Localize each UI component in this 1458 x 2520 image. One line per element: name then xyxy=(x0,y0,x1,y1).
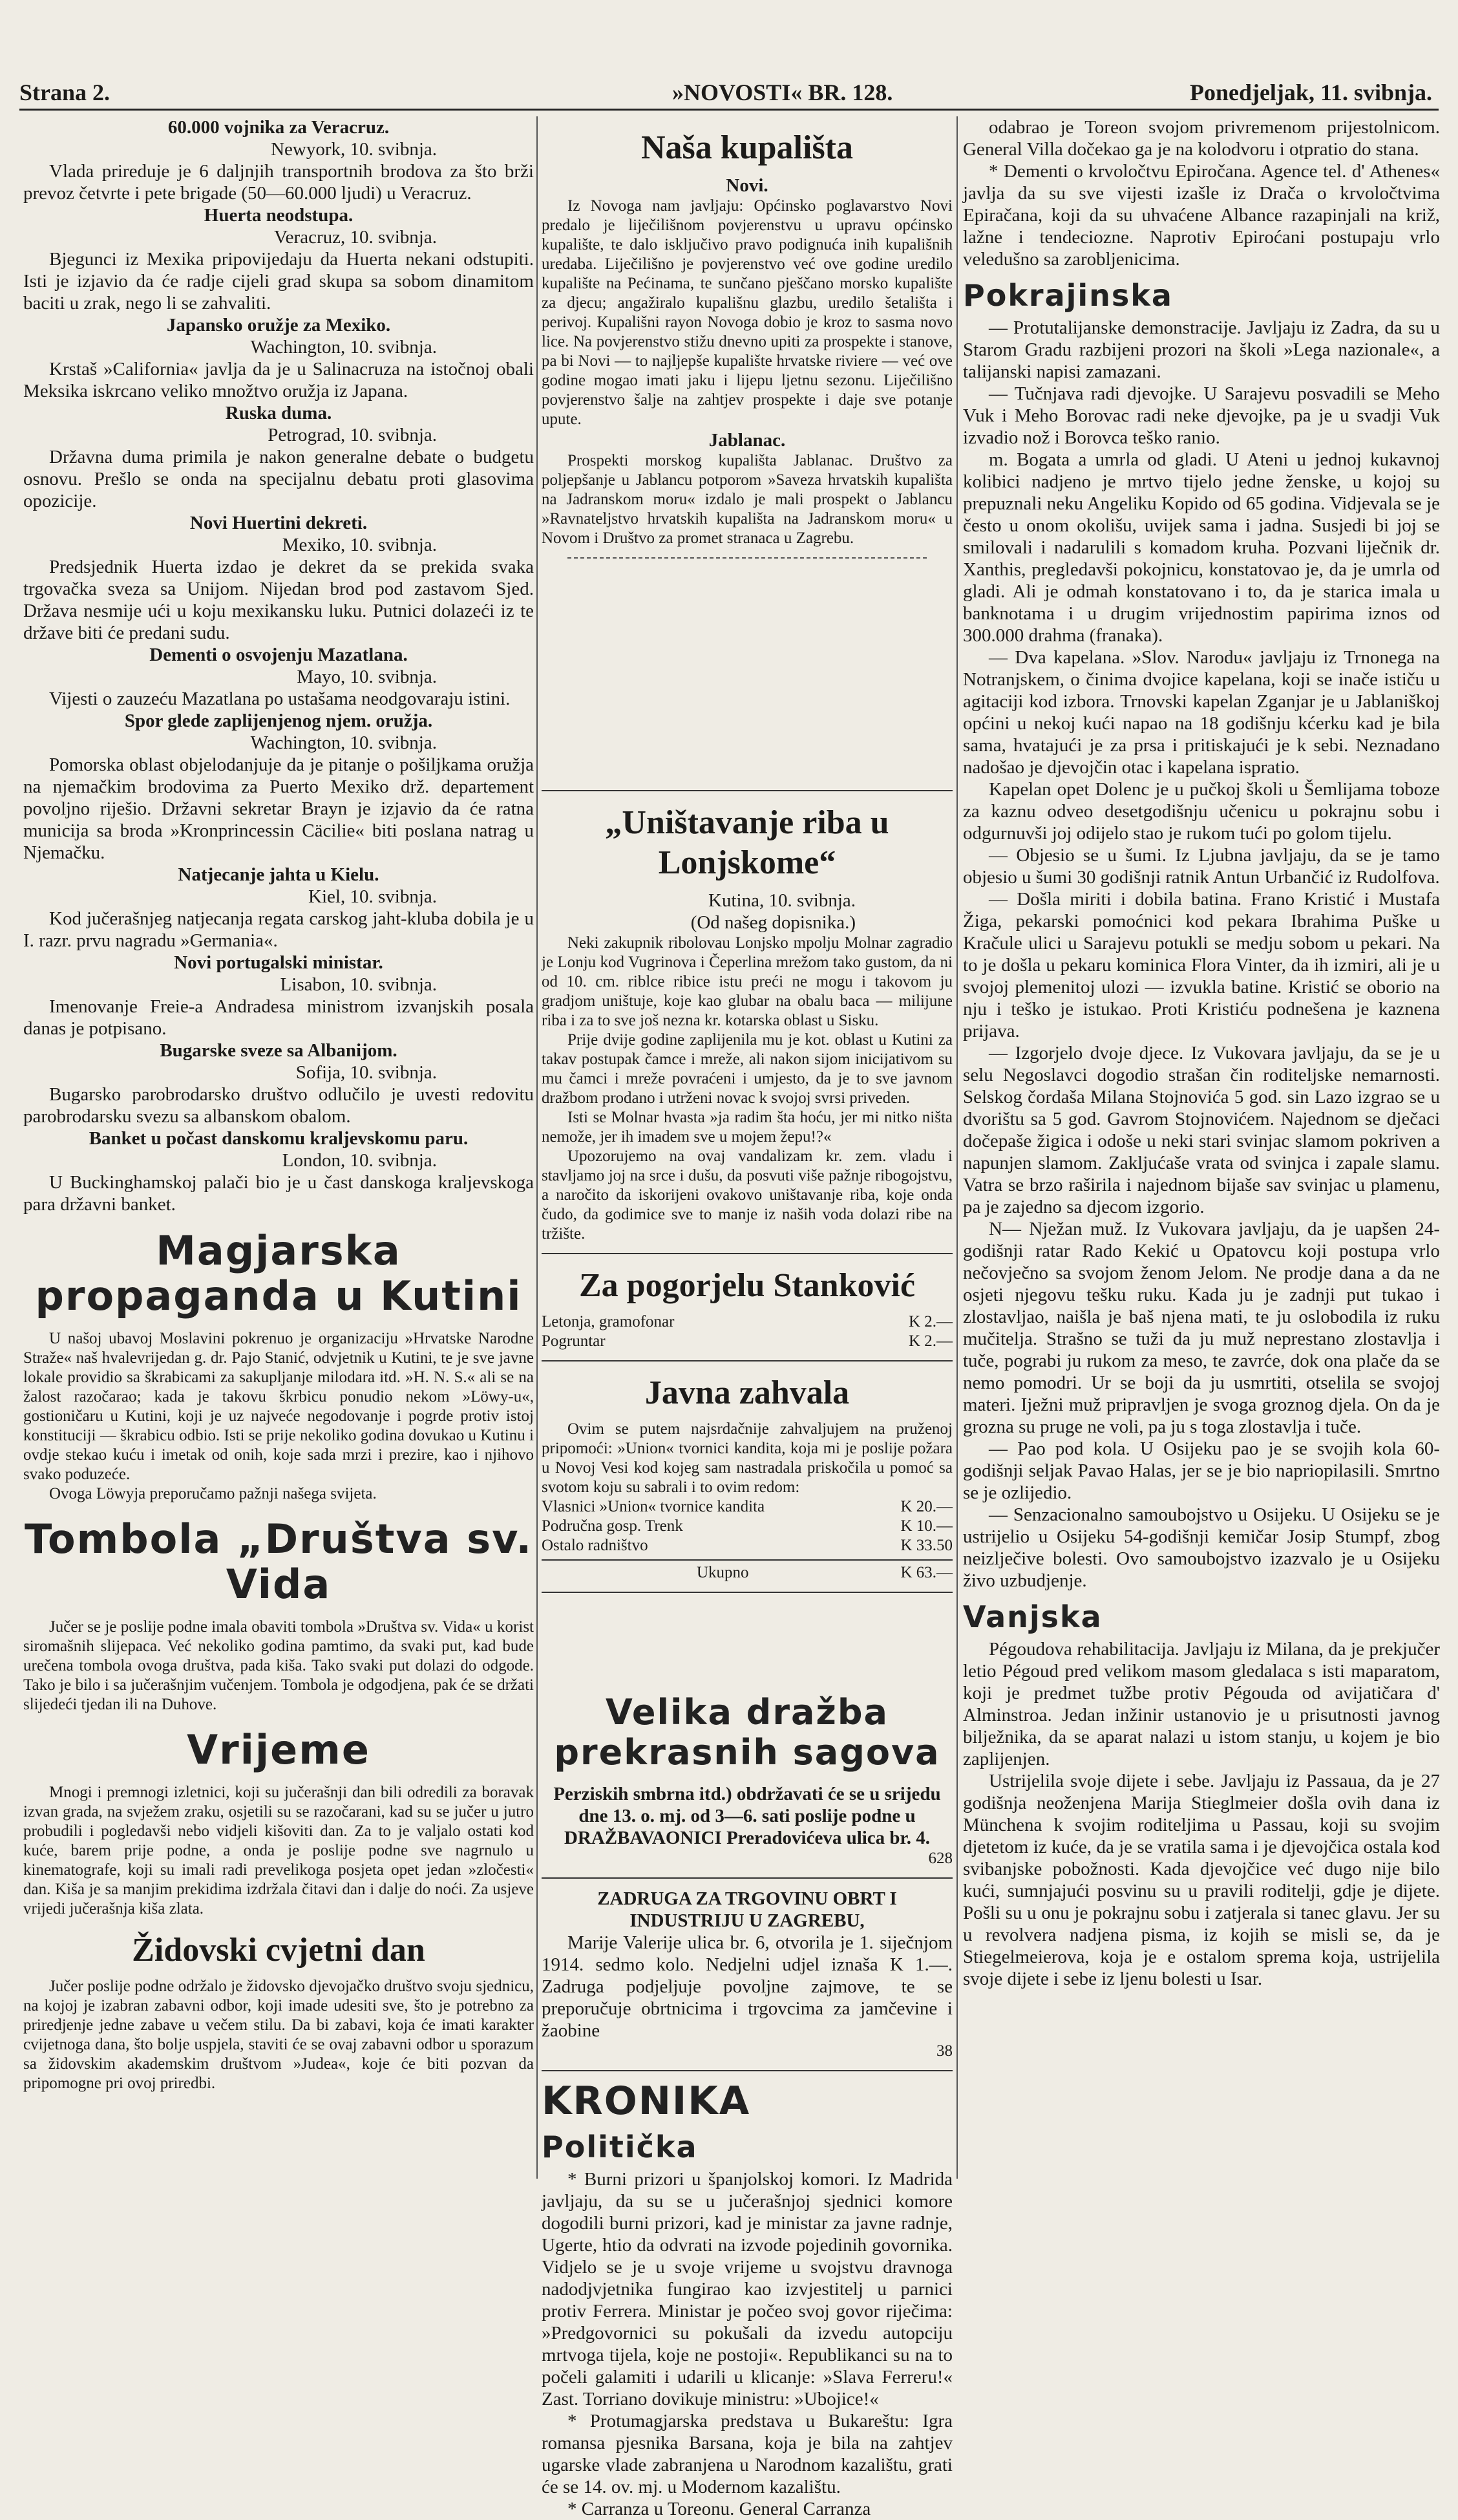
news-text: Bjegunci iz Mexika pripovijedaju da Huerta nekani odstupiti. Isti je izjavio da će radje cijeli grad skupa sa sobom dinamitom baciti u zrak, nego li se zahvaliti. xyxy=(23,249,534,314)
news-text: — Objesio se u šumi. Iz Ljubna javljaju, da se je tamo objesio u šumi 30 godišnji ratnik Antun Urbančić iz Rudolfova. xyxy=(963,845,1440,888)
news-heading: Bugarske sveze sa Albanijom. xyxy=(160,1040,397,1061)
column-2 xyxy=(542,116,953,2519)
article-text: Jučer poslije podne održalo je židovsko djevojačko društvo svoju sjednicu, na kojoj je izabran zabavni odbor, koji imade udesiti sve, što je potrebno za priredjenje jedne zabave u večem stilu. Da bi zabavi, koja će imati karakter cvijetnoga dana, što bolje uspjela, staviti će se ovaj zabavni odbor u sporazum sa židovskim akademskim društvom »Judea«, koje će biti pozvan da pripomogne pri ovoj priredbi. xyxy=(23,1978,534,2092)
masthead: »NOVOSTI« BR. 128. xyxy=(672,80,893,105)
dateline: Kutina, 10. svibnja. xyxy=(708,890,856,911)
news-text: Kod jučerašnjeg natjecanja regata carskog jaht-kluba dobila je u I. razr. prvu nagradu »Germania«. xyxy=(23,908,534,951)
news-heading: Huerta neodstupa. xyxy=(204,205,354,226)
subheading: Novi. xyxy=(726,175,768,196)
dateline: Mexiko, 10. svibnja. xyxy=(282,535,437,555)
advertisement-title: ZADRUGA ZA TRGOVINU OBRT I INDUSTRIJU U ZAGREBU, xyxy=(597,1888,897,1931)
dateline: London, 10. svibnja. xyxy=(282,1150,437,1171)
section-title: Tombola „Društva sv. Vida xyxy=(24,1515,533,1608)
dateline: Lisabon, 10. svibnja. xyxy=(280,974,437,995)
advertisement-title: Velika dražba prekrasnih sagova xyxy=(554,1692,940,1773)
column-3 xyxy=(963,116,1440,2179)
news-heading: Natjecanje jahta u Kielu. xyxy=(178,864,379,885)
news-text: Imenovanje Freie-a Andradesa ministrom izvanjskih posala danas je potpisano. xyxy=(23,996,534,1039)
article-text: Ovim se putem najsrdačnije zahvaljujem na pruženoj pripomoći: »Union« tvornici kandita, koja mi je poslije požara u Novoj Vesi kod kojeg sam nastradala priskočila u pomoć sa svotom koju su sabrali i to ovim redom: xyxy=(542,1420,953,1496)
news-heading: 60.000 vojnika za Veracruz. xyxy=(167,117,390,138)
issue-date: Ponedjeljak, 11. svibnja. xyxy=(1189,80,1432,105)
news-text: — Dva kapelana. »Slov. Narodu« javljaju iz Trnonega na Notranjskem, o činima dvojice kapelana, koji se inače ističu u agitaciji kod izbora. Trnovski kapelan Zganjar je u Jablaniškoj općini u nekoj kući napao na 18 godišnju kćerku kad je bila sama, hvatajući je za prsa i pritiskajući je k sebi. Neznadano nadošao je djevojčin otac i kapelana ispratio. xyxy=(963,647,1440,778)
list-item: Letonja, gramofonar K 2.— xyxy=(542,1313,953,1330)
news-heading: Spor glede zaplijenjenog njem. oružja. xyxy=(124,710,433,731)
news-text: Kapelan opet Dolenc je u pučkoj školi u Šemlijama toboze za kaznu odveo desetgodišnju učenicu u pokrajnu sobu i odgurnuvši joj odijelo stao je rukom tući po golom tijelu. xyxy=(963,779,1440,844)
news-text: N— Nježan muž. Iz Vukovara javljaju, da je uapšen 24-godišnji ratar Rado Kekić u Opatovcu koji postupa vrlo nečovječno sa svojom ženom Jelom. Ne prodje dana a da ne osjeti njegovu tešku ruku. Kada ju je zadnji put tukao i zlostavljao, naišla je baš njena mati, te ju oslobodila iz ruku mučitelja. Strašno se tuži da ju muž neprestano zlostavlja i tuče, pograbi ju rukom za meso, te zavrće, dok ona plače da se nemo pomodri. Ur se boji da ju usmrtiti, otselila se svojoj materi. Iježni muž pripravljen je svoga groznog djela. On da je grozna su pruge ne voli, pa ju s toga zlostavlja i tuče. xyxy=(963,1219,1440,1437)
news-text: — Senzacionalno samoubojstvo u Osijeku. U Osijeku se je ustrijelio u Osijeku 54-godišnji kemičar Josip Stumpf, zbog neizlječive bolesti. Ovo samoubojstvo izazvalo je u Osijeku živo uzbudjenje. xyxy=(963,1504,1440,1591)
section-title: Vrijeme xyxy=(187,1726,370,1773)
news-text: * Burni prizori u španjolskoj komori. Iz Madrida javljaju, da su se u jučerašnjoj sjednici komore dogodili burni prizori, kad je ministar za javne radnje, Ugerte, htio da odvrati na izvode pojedinih govornika. Vidjelo se je u svoje vrijeme u svojstvu dravnoga nadodjvjetnika fungirao kao izvjestitelj u parnici protiv Ferrera. Ministar je počeo svoj govor riječima: »Predgovornici su pokušali da izvedu autopciju mrtvoga tijela, koje ne postoji«. Republikanci su na to počeli galamiti i udarili u klicanje: »Slava Ferreru!« Zast. Torriano dovikuje ministru: »Ubojice!« xyxy=(542,2169,953,2409)
news-heading: Novi Huertini dekreti. xyxy=(189,513,368,533)
advertisement-text: Perziskih smbrna itd.) obdržavati će se u srijedu dne 13. o. mj. od 3—6. sati poslije podne u DRAŽBAVAONICI Preradovićeva ulica br. 4. xyxy=(553,1784,941,1848)
news-text: U Buckinghamskoj palači bio je u čast danskoga kraljevskoga para državni banket. xyxy=(23,1172,534,1215)
page-header xyxy=(19,72,1439,111)
article-text: U našoj ubavoj Moslavini pokrenuo je organizaciju »Hrvatske Narodne Straže« naš hvalevrijedan g. dr. Pajo Stanić, odvjetnik u Kutini, te je sve javne lokale providio sa škrabicami za sakupljanje milodara itd. »H. N. S.« ali se na žalost razočarao; kada je takovu škrbicu ponudio nekom »Löwy-u«, gostioničaru u Kutini, koji je uz najveće negodovanje i pogrde protiv istoj konstituciji — škrabicu odbio. Isti se prije nekoliko godina dovukao u Kutinu i ovdje stekao kuću i imetak od onih, koje sada mrzi i prezire, kao i njihovo svako poduzeće. xyxy=(23,1330,534,1483)
divider xyxy=(542,1253,953,1254)
dateline: Sofija, 10. svibnja. xyxy=(295,1062,437,1083)
article-text: Ovoga Löwyja preporučamo pažnji našega svijeta. xyxy=(49,1485,377,1502)
divider xyxy=(542,790,953,791)
news-heading: Japansko oružje za Mexiko. xyxy=(166,315,391,336)
dateline: Wachington, 10. svibnja. xyxy=(250,732,437,753)
news-text: * Dementi o krvoločtvu Epiročana. Agence tel. d' Athenes« javlja da su sve vijesti izašle iz Drača o krvoločtvima Epiračana, koji da su uhvaćene Albance razapinjali na križ, lažne i tendeciozne. Naprotiv Epiroćani postupaju vrlo veledušno sa zarobljenicima. xyxy=(963,161,1440,270)
section-title: Vanjska xyxy=(963,1599,1103,1634)
article-title: Židovski cvjetni dan xyxy=(132,1932,425,1969)
column-divider xyxy=(536,116,538,2179)
divider xyxy=(542,1360,953,1361)
news-text: Vijesti o zauzeću Mazatlana po ustašama neodgovaraju istini. xyxy=(49,689,511,709)
news-text: — Protutalijanske demonstracije. Javljaju iz Zadra, da su u Starom Gradu razbijeni prozori na školi »Lega nazionale«, a talijanski napisi zamazani. xyxy=(963,317,1440,382)
article-title: Javna zahvala xyxy=(644,1374,850,1411)
news-text: Bugarsko parobrodarsko društvo odlučilo je uvesti redovitu parobrodarsku svezu sa albanskom obalom. xyxy=(23,1084,534,1127)
dateline: Kiel, 10. svibnja. xyxy=(308,886,437,907)
subheading: Jablanac. xyxy=(708,430,786,451)
news-heading: Novi portugalski ministar. xyxy=(174,952,383,973)
news-text: — Tučnjava radi djevojke. U Sarajevu posvadili se Meho Vuk i Meho Borovac radi neke djevojke, pa je u svadji Vuk izvadio nož i Borovca teško ranio. xyxy=(963,383,1440,448)
page-number: Strana 2. xyxy=(19,80,111,105)
section-title: Pokrajinska xyxy=(963,278,1173,313)
news-heading: Ruska duma. xyxy=(225,403,332,423)
dateline: Veracruz, 10. svibnja. xyxy=(273,227,437,248)
ad-number: 38 xyxy=(936,2042,953,2060)
news-text: Vlada prireduje je 6 daljnjih transportnih brodova za što brži prevoz četvrte i pete brigade (50—60.000 ljudi) u Veracruz. xyxy=(23,161,534,204)
news-heading: Banket u počast danskomu kraljevskomu paru. xyxy=(89,1128,469,1149)
section-title: Magjarska propaganda u Kutini xyxy=(35,1227,522,1319)
divider xyxy=(542,1877,953,1879)
list-item: Područna gosp. Trenk K 10.— xyxy=(542,1517,953,1535)
news-text: Krstaš »California« javlja da je u Salinacruza na istočnoj obali Meksika iskrcano veliko množtvo oružja iz Japana. xyxy=(23,359,534,401)
column-divider xyxy=(956,116,958,2179)
divider xyxy=(542,2070,953,2071)
article-title: Za pogorjelu Stanković xyxy=(578,1267,916,1304)
news-text: * Protumagjarska predstava u Bukareštu: Igra romansa pjesnika Barsana, koja je bila na zahtjev ugarske vlade zabranjena u Narodnom kazalištu, grati će se 14. ov. mj. u Modernom kazalištu. xyxy=(542,2411,953,2497)
article-text: Isti se Molnar hvasta »ja radim šta hoću, jer mi nitko ništa nemože, jer ih imadem sve u mojem žepu!?« xyxy=(542,1109,953,1146)
news-text: * Carranza u Toreonu. General Carranza xyxy=(567,2499,871,2519)
dateline: Mayo, 10. svibnja. xyxy=(297,667,437,687)
list-item: Vlasnici »Union« tvornice kandita K 20.— xyxy=(542,1498,953,1515)
news-text: Pégoudova rehabilitacija. Javljaju iz Milana, da je prekjučer letio Pégoud pred velikom masom gledalaca s isti maparatom, koji je predmet tužbe protiv Pégouda od avijatičara d' Alminstroa. Jedan inžinir ustanovio je u prisutnosti javnog bilježnika, da se aparat nalazi u istom stanju, u kojem je bio zaplijenjen. xyxy=(963,1639,1440,1769)
advertisement-text: Marije Valerije ulica br. 6, otvorila je 1. siječnjom 1914. sedmo kolo. Nedjelni udjel iznaša K 1.—. Zadruga podjeljuje povoljne zajmove, te se preporučuje obrtnicima i trgovcima za jamčevine i žaobine xyxy=(542,1932,953,2041)
article-title: „Uništavanje riba u Lonjskome“ xyxy=(605,804,889,881)
divider xyxy=(567,557,927,559)
article-text: Mnogi i premnogi izletnici, koji su jučerašnji dan bili odredili za boravak izvan grada, na svježem zraku, osjetili su se razočarani, kad su se jučer u jutro probudili i pogledavši nebo vidjeli kišoviti dan. Za to je valjalo ostati kod kuće, barem prije podne, a onda je poslije podne sve nagrnulo u kinematografe, koji su imali radi prevelikoga posjeta opet jedan »zločesti« dan. Kiša je sa manjim prekidima izdržala čitavi dan i dalje do noći. Za usjeve vrijedi jučerašnja kiša zlata. xyxy=(23,1784,534,1917)
article-text: Upozorujemo na ovaj vandalizam kr. zem. vladu i stavljamo joj na srce i dušu, da posvuti više pažnje ribogojstvu, a naročito da iskorijeni ovakovo uništavanje riba, koje onda čudo, da godimice sve to manje iz naših voda dolazi ribe na tržište. xyxy=(542,1148,953,1243)
news-text: odabrao je Toreon svojom privremenom prijestolnicom. General Villa dočekao ga je na kolodvoru i otpratio do stana. xyxy=(963,117,1440,160)
list-item: Ostalo radništvo K 33.50 xyxy=(542,1537,953,1554)
dateline: Petrograd, 10. svibnja. xyxy=(268,425,437,445)
article-title: Naša kupališta xyxy=(641,129,853,166)
article-text: Jučer se je poslije podne imala obaviti tombola »Društva sv. Vida« u korist siromašnih slijepaca. Već nekoliko godina pamtimo, da svaki put, kad bude urečena tombola ovoga društva, pada kiša. Tako svaki put dolazi do odgode. Tako je bilo i sa jučerašnjim vučenjem. Tombola je odgodjena, pak će se držati slijedeći tjedan ili na Duhove. xyxy=(23,1618,534,1713)
news-text: — Izgorjelo dvoje djece. Iz Vukovara javljaju, da se je u selu Negoslavci dogodio strašan čin roditeljske nemarnosti. Selskog čordaša Milana Stojnovića 5 god. sin Lazo izgrao se u dvorištu sa 5 god. Gavrom Stojnovićem. Najednom se dječaci dočepaše žigica i odoše u neki stari svinjac slamom pokriven a napunjen slamom. Zakljućaše vrata od svinjca i zapale slamu. Vatra se brzo raširila i najednom bijaše sav svinjac u plamenu, pa je zajedno sa djecom izgorio. xyxy=(963,1043,1440,1217)
article-text: Neki zakupnik ribolovau Lonjsko mpolju Molnar zagradio je Lonju kod Vugrinova i Čeperlina mrežom tako gustom, da ni od 10. cm. riblce ribice istu preći ne mogu i takovom ju gradjom uništuje, koje kao glubar na obalu baca — milijune riba i za to sve još nezna kr. kotarska oblast u Sisku. xyxy=(542,934,953,1029)
news-text: — Došla miriti i dobila batina. Frano Kristić i Mustafa Žiga, pekarski pomoćnici kod pekara Ibrahima Puške u Kračule ulici u Sarajevu potukli se medju sobom u pekari. Na to je došla u pekaru kominica Flora Vinter, da ih izmiri, ali je u svojoj plemenitoj ulozi — izvukla batine. Kristić se oborio na nju i teško je istukao. Proti Kristiću podnešena je kaznena prijava. xyxy=(963,889,1440,1041)
news-text: — Pao pod kola. U Osijeku pao je se svojih kola 60-godišnji seljak Pavao Halas, jer se je bio napriopilasili. Smrtno se je ozlijedio. xyxy=(963,1438,1440,1503)
list-item: Pogruntar K 2.— xyxy=(542,1332,953,1350)
dateline: (Od našeg dopisnika.) xyxy=(690,912,856,933)
dateline: Newyork, 10. svibnja. xyxy=(271,139,437,160)
news-text: Ustrijelila svoje dijete i sebe. Javljaju iz Passaua, da je 27 godišnja neoženjena Marija Stieglmeier došla ovih dana iz Münchena k svojim roditeljima u Passau, koji su svojim djetetom iz kuće, da je se vratila sama i je djevojčica ostala kod svibanjske pobožnosti. Kada djevojčice već dugo nije bilo kući, sumnjajući posvinu su u pravili roditelji, gdje je dijete. Pošli su u onu je pokrajnu sobu i zatjerala si tanec glavu. Jer su u revolvera nadjena pisma, iz kojih se misli se, da je Stiegelmeierova, koja je e ostalom sprema koja, ustrijelila svoje dijete i sebe iz ljenu bolesti u Isar. xyxy=(963,1771,1440,1989)
section-subtitle: Politička xyxy=(542,2130,698,2164)
donation-list xyxy=(542,1497,953,1583)
article-text: Iz Novoga nam javljaju: Općinsko poglavarstvo Novi predalo je liječilišnom povjerenstvu u upravu općinsko kupalište, te dalo isključivo pravo podignuća inih kupališnih uredaba. Liječilišno je povjerenstvo već ove godine uredilo kupalište na Pećinama, te sunčano pješčano morsko kupalište za djecu; angažiralo kupališnu glazbu, uredilo šetališta i perivoj. Kupališni rayon Novoga dobio je kroz to sasma novo lice. Na povjerenstvo stižu dnevno upiti za prospekte i stanove, pa bi Novi — to najljepše kupalište hrvatske riviere — već ove godine mogao imati jaku i lijepu ljetnu sezonu. Liječilišno povjerenstvo šalje na zahtjev prospekte i daje sve potanje upute. xyxy=(542,197,953,428)
article-text: Prospekti morskog kupališta Jablanac. Društvo za poljepšanje u Jablancu potporom »Saveza hrvatskih kupališta na Jadranskom moru« izdalo je mali prospekt o Jablancu »Ravnateljstvo hrvatskih kupališta na Jadranskom moru« u Novom i Društvo za promet stranaca u Zagrebu. xyxy=(542,452,953,547)
donation-list xyxy=(542,1312,953,1351)
news-text: Državna duma primila je nakon generalne debate o budgetu osnovu. Prešlo se onda na specijalnu debatu proti glasovima opozicije. xyxy=(23,447,534,511)
news-heading: Dementi o osvojenju Mazatlana. xyxy=(149,645,408,665)
article-text: Prije dvije godine zaplijenila mu je kot. oblast u Kutini za takav postupak čamce i mreže, ali nakon sijom inicijativom su mu čamci i mreže povraćeni i umjesto, da je to sve javnom dražbom prodano i utrženi novac k svojoj svrsi priveden. xyxy=(542,1031,953,1107)
total-row: Ukupno K 63.— xyxy=(542,1559,953,1583)
news-text: m. Bogata a umrla od gladi. U Ateni u jednoj kukavnoj kolibici nadjeno je mrtvo tijelo jedne ženske, u kojoj su prepuznali neku Angeliku Kopido od 65 godina. Vidjevala se je često u onom okolišu, uvijek sama i jadna. Susjedi bi joj se smilovali i nadarulili s komadom kruha. Pozvani liječnik dr. Xanthis, pregledavši pokojnicu, konstatovao je, da je umrla od gladi. Ali je odmah konstatovano i to, da je starica imala u banknotama i u drugim vrijednostim papirima iznos od 300.000 drahma (franaka). xyxy=(963,449,1440,646)
column-1 xyxy=(23,116,534,2179)
ad-number: 628 xyxy=(928,1850,953,1867)
section-title: KRONIKA xyxy=(542,2078,751,2124)
divider xyxy=(542,1592,953,1593)
news-text: Predsjednik Huerta izdao je dekret da se prekida svaka trgovačka sveza sa Unijom. Nijedan brod pod zastavom Sjed. Država nesmije ući u koju mexikansku luku. Putnici dolazeći iz te države biti će predani sudu. xyxy=(23,557,534,643)
dateline: Wachington, 10. svibnja. xyxy=(250,337,437,358)
news-text: Pomorska oblast objelodanjuje da je pitanje o pošiljkama oružja na njemačkim brodovima za Puerto Mexiko drž. departement povoljno riješio. Državni sekretar Brayn je izjavio da će ratna municija sa broda »Kronprincessin Cäcilie« biti poslana natrag u Njemačku. xyxy=(23,754,534,863)
